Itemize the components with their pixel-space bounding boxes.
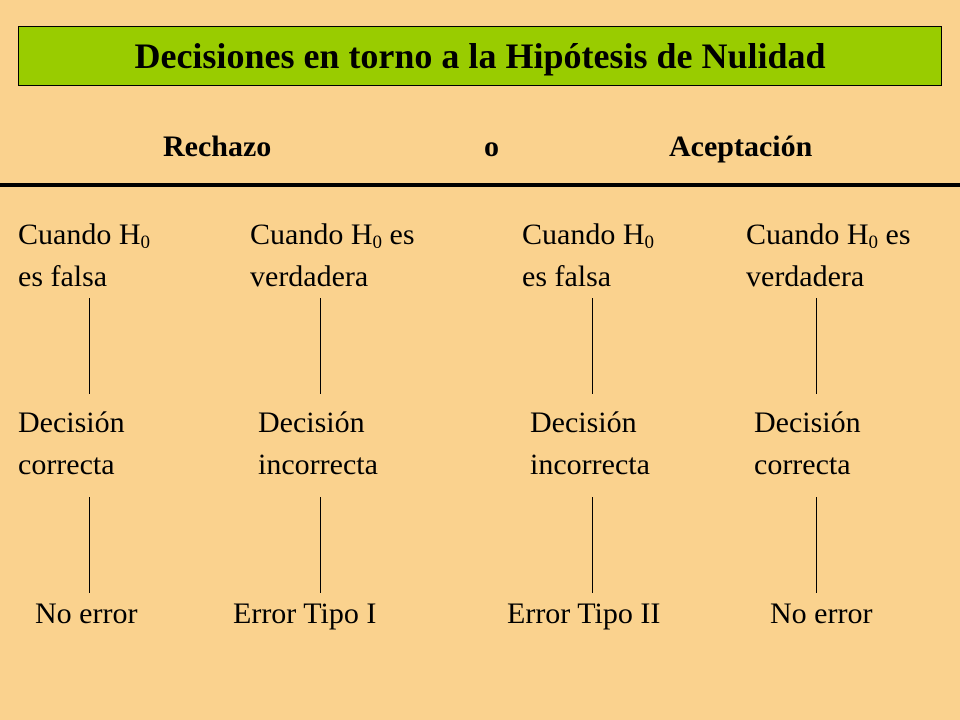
condition-1-line2: es falsa [18,260,108,293]
connector-2-bottom [320,497,321,593]
condition-4-suffix: es [878,218,911,251]
decision-2 [258,402,378,486]
condition-2-sub: 0 [372,232,382,253]
condition-1-sub: 0 [140,232,150,253]
condition-4-prefix: Cuando H [746,218,869,251]
condition-1-line1 [18,214,150,256]
condition-2-prefix: Cuando H [250,218,373,251]
condition-4 [746,214,911,298]
condition-3-line2: es falsa [522,260,612,293]
result-4: No error [770,597,873,630]
condition-3-prefix: Cuando H [522,218,645,251]
title-box [18,26,942,86]
condition-3-line1 [522,214,654,256]
condition-2-line1 [250,214,415,256]
connector-4-bottom [816,497,817,593]
decision-4 [754,402,861,486]
decision-2-line2: incorrecta [258,448,378,481]
header-rechazo: Rechazo [163,130,272,163]
result-3: Error Tipo II [507,597,661,630]
header-divider [0,183,960,187]
decision-1 [18,402,125,486]
condition-3 [522,214,654,298]
condition-3-sub: 0 [644,232,654,253]
decision-1-line1: Decisión [18,406,125,439]
decision-4-line1: Decisión [754,406,861,439]
decision-2-line1: Decisión [258,406,365,439]
decision-3 [530,402,650,486]
header-o: o [484,130,499,163]
decision-3-line1: Decisión [530,406,637,439]
condition-4-sub: 0 [868,232,878,253]
condition-2 [250,214,415,298]
decision-1-line2: correcta [18,448,115,481]
connector-1-top [89,298,90,394]
condition-4-line2: verdadera [746,260,865,293]
decision-3-line2: incorrecta [530,448,650,481]
condition-2-line2: verdadera [250,260,369,293]
connector-4-top [816,298,817,394]
connector-2-top [320,298,321,394]
result-2: Error Tipo I [233,597,377,630]
connector-3-bottom [592,497,593,593]
condition-1 [18,214,150,298]
page-title: Decisiones en torno a la Hipótesis de Nulidad [134,36,826,76]
condition-4-line1 [746,214,911,256]
condition-1-prefix: Cuando H [18,218,141,251]
connector-3-top [592,298,593,394]
result-1: No error [35,597,138,630]
condition-2-suffix: es [382,218,415,251]
decision-4-line2: correcta [754,448,851,481]
connector-1-bottom [89,497,90,593]
header-aceptacion: Aceptación [669,130,813,163]
